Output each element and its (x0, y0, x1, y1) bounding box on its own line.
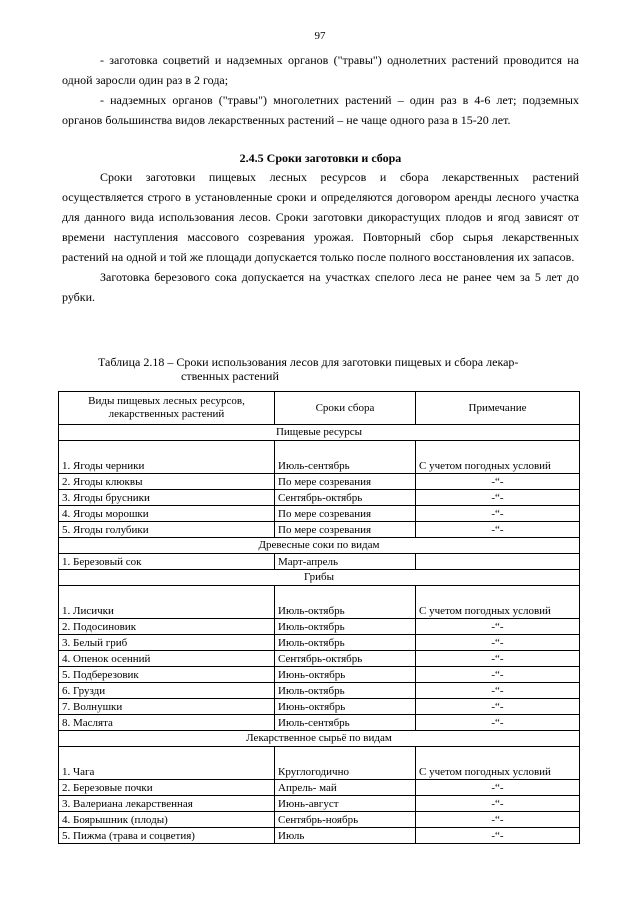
resource-name-cell: 1. Ягоды черники (59, 441, 275, 474)
table-row (59, 699, 580, 715)
body-paragraph: Заготовка березового сока допускается на участках спелого леса не ранее чем за 5 лет до рубки. (62, 270, 579, 304)
table-row (59, 667, 580, 683)
resource-name-cell: 1. Чага (59, 747, 275, 780)
table-row (59, 474, 580, 490)
note-cell: -“- (416, 522, 580, 538)
table-row (59, 812, 580, 828)
resource-name-cell: 4. Боярышник (плоды) (59, 812, 275, 828)
note-cell: С учетом погодных условий (416, 441, 580, 474)
section-title: Грибы (59, 570, 580, 586)
note-cell: -“- (416, 667, 580, 683)
resource-name-cell: 3. Белый гриб (59, 635, 275, 651)
resource-name-cell: 4. Ягоды морошки (59, 506, 275, 522)
resource-name-cell: 4. Опенок осенний (59, 651, 275, 667)
note-cell: -“- (416, 635, 580, 651)
harvest-period-cell: Июнь-октябрь (275, 699, 416, 715)
harvest-period-cell: Июль-сентябрь (275, 441, 416, 474)
table-row (59, 651, 580, 667)
resource-name-cell: 8. Маслята (59, 715, 275, 731)
section-title: Древесные соки по видам (59, 538, 580, 554)
resource-name-cell: 5. Подберезовик (59, 667, 275, 683)
note-cell: -“- (416, 715, 580, 731)
intro-text (62, 50, 579, 130)
table-row (59, 715, 580, 731)
resource-name-cell: 3. Валериана лекарственная (59, 796, 275, 812)
section-heading: 2.4.5 Сроки заготовки и сбора (239, 151, 402, 165)
table-row (59, 747, 580, 780)
note-cell: -“- (416, 490, 580, 506)
harvest-period-cell: Июль-октябрь (275, 635, 416, 651)
table-header-row (59, 392, 580, 425)
harvest-period-cell: Июль-октябрь (275, 619, 416, 635)
resource-name-cell: 2. Подосиновик (59, 619, 275, 635)
resource-name-cell: 3. Ягоды брусники (59, 490, 275, 506)
harvest-period-cell: Июнь-октябрь (275, 667, 416, 683)
harvest-period-cell: По мере созревания (275, 522, 416, 538)
note-cell: -“- (416, 506, 580, 522)
table-row (59, 441, 580, 474)
resource-name-cell: 6. Грузди (59, 683, 275, 699)
note-cell: -“- (416, 651, 580, 667)
harvest-period-cell: Июль (275, 828, 416, 844)
intro-paragraph: - надземных органов ("травы") многолетних растений – один раз в 4-6 лет; подземных органов большинства видов лекарственных растений – не чаще одного раза в 15-20 лет. (62, 93, 579, 127)
note-cell: -“- (416, 780, 580, 796)
harvest-period-cell: Март-апрель (275, 554, 416, 570)
resource-name-cell: 5. Ягоды голубики (59, 522, 275, 538)
harvest-period-cell: Сентябрь-ноябрь (275, 812, 416, 828)
table-row (59, 586, 580, 619)
note-cell: -“- (416, 796, 580, 812)
section-header-row (59, 538, 580, 554)
table-row (59, 490, 580, 506)
resource-name-cell: 2. Ягоды клюквы (59, 474, 275, 490)
table-row (59, 796, 580, 812)
harvest-period-cell: Сентябрь-октябрь (275, 490, 416, 506)
note-cell: -“- (416, 828, 580, 844)
note-cell: -“- (416, 474, 580, 490)
note-cell: -“- (416, 699, 580, 715)
section-header-row (59, 570, 580, 586)
resource-name-cell: 1. Березовый сок (59, 554, 275, 570)
section-header-row (59, 425, 580, 441)
harvest-period-cell: По мере созревания (275, 474, 416, 490)
column-header: Виды пищевых лесных ресурсов, лекарственных растений (59, 392, 275, 425)
table-row (59, 506, 580, 522)
harvest-periods-table (58, 391, 580, 844)
note-cell: -“- (416, 683, 580, 699)
note-cell: -“- (416, 812, 580, 828)
note-cell (416, 554, 580, 570)
resource-name-cell: 5. Пижма (трава и соцветия) (59, 828, 275, 844)
harvest-period-cell: Сентябрь-октябрь (275, 651, 416, 667)
table-caption-line: Таблица 2.18 – Сроки использования лесов для заготовки пищевых и сбора лекар- (98, 355, 519, 369)
resource-name-cell: 2. Березовые почки (59, 780, 275, 796)
harvest-period-cell: Апрель- май (275, 780, 416, 796)
body-paragraph: Сроки заготовки пищевых лесных ресурсов и сбора лекарственных растений осуществляется строго в установленные сроки и определяются договором аренды лесного участка для данного вида использования лесов. Сроки заготовки дикорастущих плодов и ягод зависят от времени наступления массового созревания урожая. Повторный сбор сырья лекарственных растений на одной и той же площади допускается только после полного восстановления их запасов. (62, 170, 579, 264)
table-caption (98, 355, 578, 383)
page-number: 97 (314, 30, 326, 42)
harvest-period-cell: Июль-октябрь (275, 586, 416, 619)
harvest-period-cell: Июнь-август (275, 796, 416, 812)
harvest-period-cell: Июль-сентябрь (275, 715, 416, 731)
resource-name-cell: 1. Лисички (59, 586, 275, 619)
harvest-period-cell: По мере созревания (275, 506, 416, 522)
table-row (59, 780, 580, 796)
body-text (62, 167, 579, 307)
section-title: Пищевые ресурсы (59, 425, 580, 441)
table-row (59, 619, 580, 635)
harvest-period-cell: Июль-октябрь (275, 683, 416, 699)
table-caption-line: ственных растений (181, 369, 279, 383)
note-cell: С учетом погодных условий (416, 586, 580, 619)
column-header: Примечание (416, 392, 580, 425)
table-row (59, 635, 580, 651)
note-cell: -“- (416, 619, 580, 635)
harvest-period-cell: Круглогодично (275, 747, 416, 780)
section-title: Лекарственное сырьё по видам (59, 731, 580, 747)
column-header: Сроки сбора (275, 392, 416, 425)
table-row (59, 522, 580, 538)
table-row (59, 683, 580, 699)
resource-name-cell: 7. Волнушки (59, 699, 275, 715)
table-row (59, 554, 580, 570)
table-body (59, 425, 580, 844)
note-cell: С учетом погодных условий (416, 747, 580, 780)
section-header-row (59, 731, 580, 747)
intro-paragraph: - заготовка соцветий и надземных органов ("травы") однолетних растений проводится на одной заросли один раз в 2 года; (62, 53, 579, 87)
table-row (59, 828, 580, 844)
